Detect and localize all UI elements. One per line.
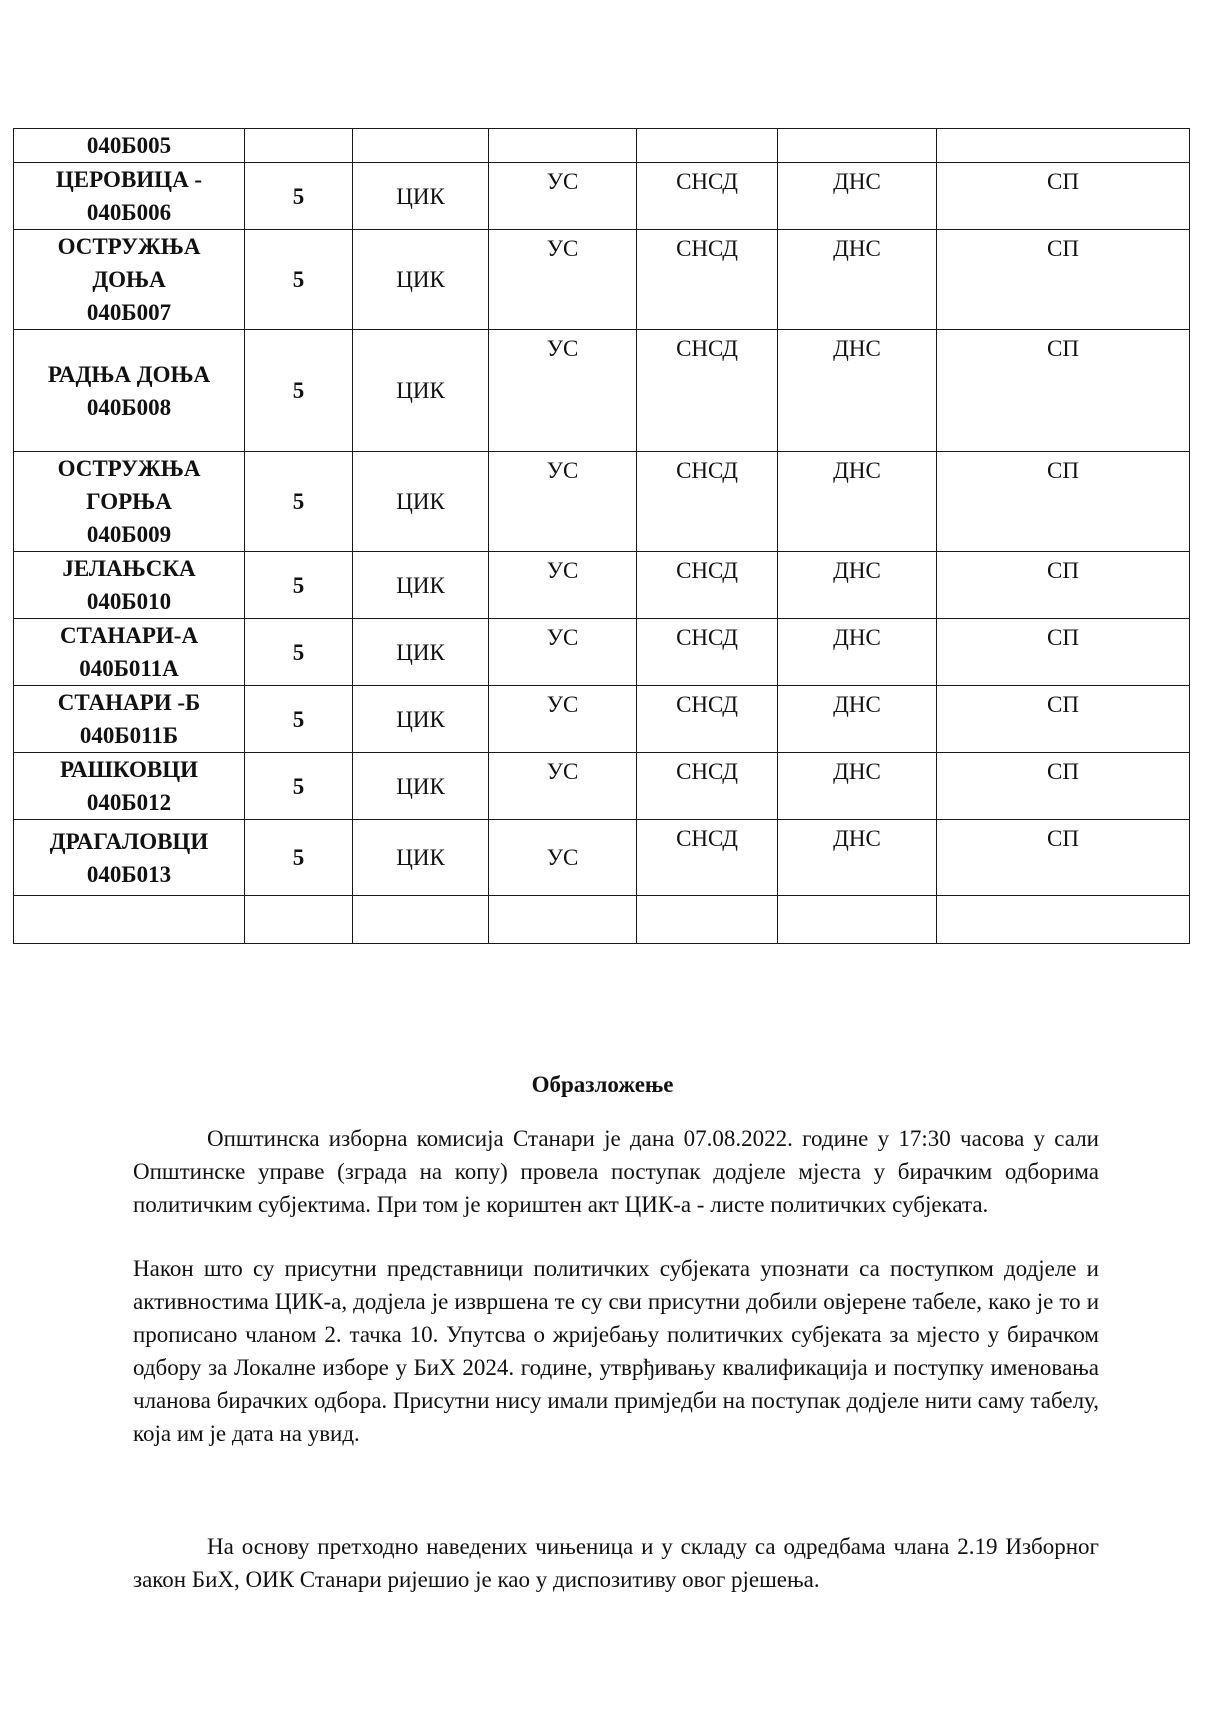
party-cell-2: СНСД <box>637 330 778 452</box>
party-cell-1 <box>489 896 637 944</box>
polling-station-name-line: ОСТРУЖЊА <box>57 456 201 481</box>
party-cell-3: ДНС <box>778 552 937 619</box>
table-row <box>14 686 1190 753</box>
paragraph-2: Након што су присутни представници политичких субјеката упознати са поступком додјеле и активностима ЦИК-а, додјела је извршена те су сви присутни добили овјерене табеле, како је то и прописано чланом 2. тачка 10. Упутсва о жријебању политичких субјеката за мјесто у бирачком одбору за Локалне изборе у БиХ 2024. године, утврђивању квалификација и поступку именовања чланова бирачких одбора. Присутни нису имали примједби на поступак додјеле нити саму табелу, која им је дата на увид. <box>133 1256 1099 1446</box>
table-row <box>14 330 1190 452</box>
polling-station-name-line: 040Б012 <box>86 790 172 815</box>
party-cell-2: СНСД <box>637 820 778 896</box>
polling-station-name <box>14 452 245 552</box>
party-cell-1: УС <box>489 619 637 686</box>
member-count-cell <box>245 129 353 163</box>
polling-station-name-line: ДОЊА <box>92 267 166 292</box>
party-cell-4 <box>937 896 1190 944</box>
polling-station-name-line: 040Б013 <box>86 861 172 887</box>
member-count-cell: 5 <box>245 753 353 820</box>
party-cell-4: СП <box>937 820 1190 896</box>
source-cell <box>353 896 489 944</box>
paragraph-1: Општинска изборна комисија Станари је дана 07.08.2022. године у 17:30 часова у сали Општинске управе (зграда на копу) провела поступак додјеле мјеста у бирачким одборима политичким субјектима. При том је кориштен акт ЦИК-а - листе политичких субјеката. <box>133 1126 1099 1217</box>
source-cell: ЦИК <box>353 452 489 552</box>
polling-station-name <box>14 896 245 944</box>
member-count-cell: 5 <box>245 552 353 619</box>
polling-station-name-line: 040Б010 <box>86 589 172 614</box>
table-row <box>14 753 1190 820</box>
member-count-cell: 5 <box>245 686 353 753</box>
party-cell-3 <box>778 129 937 163</box>
table-row <box>14 452 1190 552</box>
party-cell-3: ДНС <box>778 753 937 820</box>
party-cell-4: СП <box>937 686 1190 753</box>
member-count-cell: 5 <box>245 452 353 552</box>
polling-station-name-line: 040Б008 <box>86 394 172 420</box>
table-row <box>14 552 1190 619</box>
polling-station-name-line: 040Б006 <box>86 200 172 225</box>
polling-station-name-line: ЦЕРОВИЦА - <box>55 167 203 192</box>
party-cell-1: УС <box>489 552 637 619</box>
source-cell <box>353 129 489 163</box>
party-cell-4: СП <box>937 330 1190 452</box>
source-cell: ЦИК <box>353 619 489 686</box>
party-cell-1: УС <box>489 163 637 230</box>
polling-station-name-line: РАШКОВЦИ <box>59 757 199 782</box>
party-cell-2: СНСД <box>637 163 778 230</box>
party-cell-3: ДНС <box>778 330 937 452</box>
party-cell-2: СНСД <box>637 686 778 753</box>
party-cell-3: ДНС <box>778 686 937 753</box>
party-cell-1: УС <box>489 230 637 330</box>
party-cell-3: ДНС <box>778 230 937 330</box>
party-cell-3 <box>778 896 937 944</box>
table-row <box>14 896 1190 944</box>
party-cell-4: СП <box>937 452 1190 552</box>
polling-station-name <box>14 163 245 230</box>
source-cell: ЦИК <box>353 552 489 619</box>
table-row <box>14 230 1190 330</box>
party-cell-2 <box>637 896 778 944</box>
member-count-cell: 5 <box>245 820 353 896</box>
source-cell: ЦИК <box>353 230 489 330</box>
polling-station-name <box>14 230 245 330</box>
party-cell-4: СП <box>937 230 1190 330</box>
party-cell-4 <box>937 129 1190 163</box>
party-cell-4: СП <box>937 552 1190 619</box>
polling-committee-table <box>13 128 1190 944</box>
polling-station-name-line: СТАНАРИ-А <box>59 623 199 648</box>
party-cell-2: СНСД <box>637 552 778 619</box>
party-cell-1: УС <box>489 330 637 452</box>
polling-station-name-line: 040Б009 <box>86 522 172 547</box>
party-cell-2 <box>637 129 778 163</box>
party-cell-3: ДНС <box>778 820 937 896</box>
party-cell-3: ДНС <box>778 163 937 230</box>
section-title: Образложење <box>531 1072 674 1097</box>
member-count-cell: 5 <box>245 330 353 452</box>
polling-station-name-line: РАДЊА ДОЊА <box>47 361 211 387</box>
party-cell-1: УС <box>489 753 637 820</box>
polling-station-name-line: СТАНАРИ -Б <box>57 690 201 715</box>
table-body <box>14 129 1190 944</box>
party-cell-1: УС <box>489 686 637 753</box>
polling-station-name-line: ГОРЊА <box>86 489 172 514</box>
polling-station-name <box>14 820 245 896</box>
table-row <box>14 619 1190 686</box>
polling-station-name-line: 040Б007 <box>86 300 172 325</box>
party-cell-1: УС <box>489 452 637 552</box>
polling-station-name-line: 040Б011Б <box>79 723 179 748</box>
polling-station-name <box>14 686 245 753</box>
source-cell: ЦИК <box>353 163 489 230</box>
party-cell-2: СНСД <box>637 753 778 820</box>
polling-station-name-line: ЈЕЛАЊСКА <box>62 556 196 581</box>
table-row <box>14 820 1190 896</box>
party-cell-2: СНСД <box>637 452 778 552</box>
paragraph-3: На основу претходно наведених чињеница и у складу са одредбама члана 2.19 Изборног закон БиХ, ОИК Станари ријешио је као у диспозитиву овог рјешења. <box>133 1534 1099 1592</box>
member-count-cell: 5 <box>245 619 353 686</box>
polling-station-name <box>14 619 245 686</box>
polling-station-name <box>14 330 245 452</box>
table-row <box>14 163 1190 230</box>
party-cell-1: УС <box>489 820 637 896</box>
source-cell: ЦИК <box>353 753 489 820</box>
party-cell-4: СП <box>937 163 1190 230</box>
party-cell-3: ДНС <box>778 452 937 552</box>
member-count-cell: 5 <box>245 230 353 330</box>
party-cell-2: СНСД <box>637 619 778 686</box>
source-cell: ЦИК <box>353 330 489 452</box>
polling-station-name <box>14 552 245 619</box>
party-cell-1 <box>489 129 637 163</box>
polling-station-name <box>14 129 245 163</box>
polling-station-name-line: ДРАГАЛОВЦИ <box>49 828 209 854</box>
source-cell: ЦИК <box>353 686 489 753</box>
member-count-cell: 5 <box>245 163 353 230</box>
party-cell-3: ДНС <box>778 619 937 686</box>
polling-station-name-line: ОСТРУЖЊА <box>57 234 201 259</box>
polling-station-name <box>14 753 245 820</box>
party-cell-4: СП <box>937 753 1190 820</box>
polling-station-name-line: 040Б011А <box>79 656 179 681</box>
member-count-cell <box>245 896 353 944</box>
party-cell-2: СНСД <box>637 230 778 330</box>
table-row <box>14 129 1190 163</box>
source-cell: ЦИК <box>353 820 489 896</box>
party-cell-4: СП <box>937 619 1190 686</box>
polling-station-name-line: 040Б005 <box>86 133 172 158</box>
